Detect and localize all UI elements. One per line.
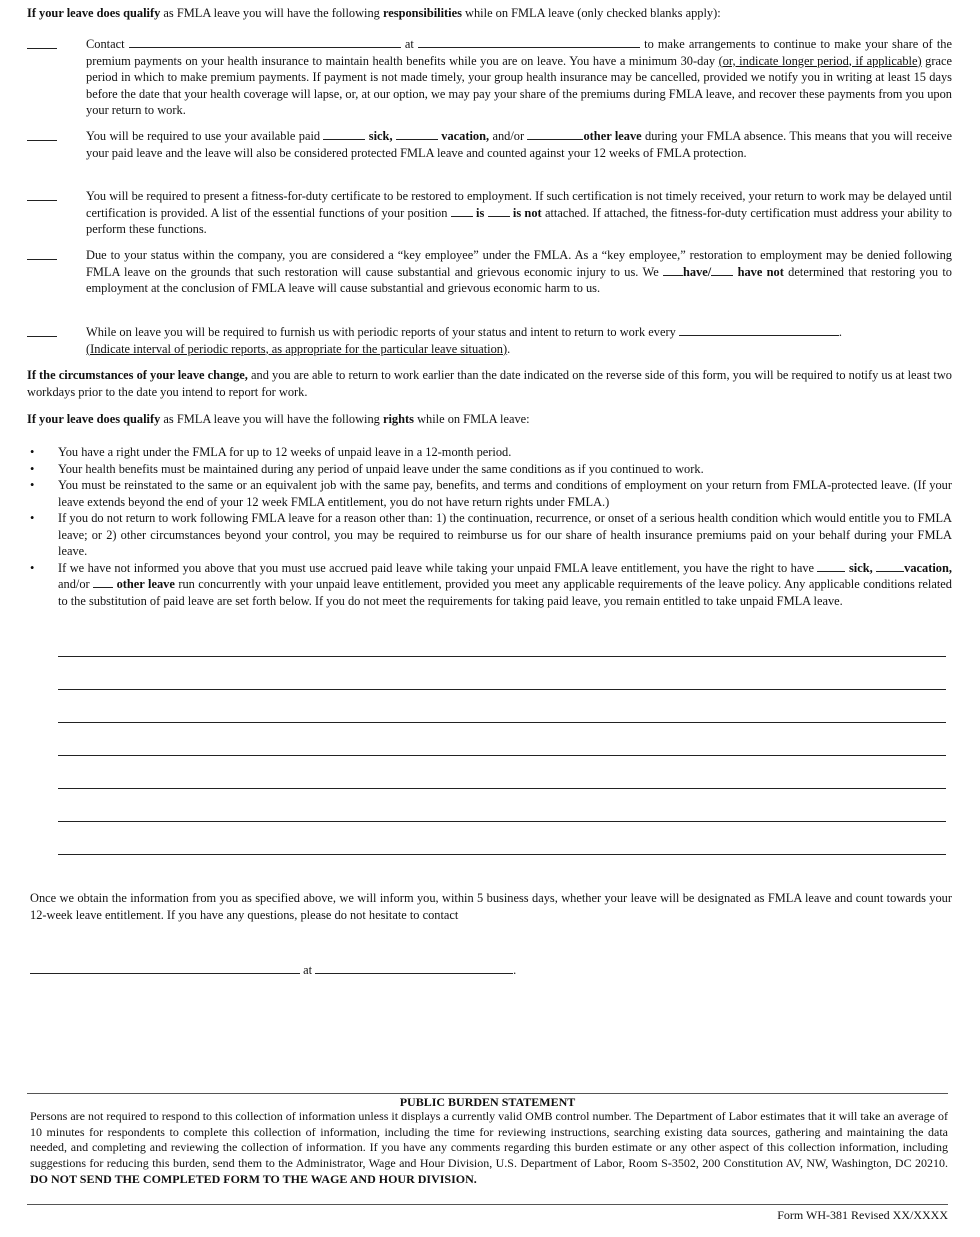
bullet-icon: • [30, 445, 35, 459]
responsibility-item-key-employee [27, 247, 952, 297]
divider [27, 1093, 948, 1094]
and-or: and/or [489, 129, 528, 143]
item-text-part: determined that restoring you to employment at the conclusion of FMLA leave will cause substantial and grievous economic harm to us. [86, 264, 952, 295]
divider [27, 1204, 948, 1205]
check-blank[interactable] [27, 48, 57, 49]
contact-label: Contact [86, 37, 125, 51]
is-blank[interactable] [451, 205, 473, 217]
at-label: at [404, 37, 414, 51]
intro-tail: while on FMLA leave (only checked blanks apply): [461, 6, 721, 20]
bullet-text: You must be reinstated to the same or an equivalent job with the same pay, benefits, and terms and conditions of employment on your return from FMLA-protected leave. (If your leave extends beyond the end of your 12 week FMLA entitlement, you do not have return rights under FMLA.) [58, 478, 952, 509]
have-not-blank[interactable] [711, 264, 733, 276]
bullet-icon: • [30, 511, 35, 525]
responsibility-item-periodic-reports [27, 324, 952, 357]
check-blank[interactable] [27, 259, 57, 260]
item-text [86, 188, 952, 238]
responsibilities-intro [27, 5, 952, 22]
burden-warning: DO NOT SEND THE COMPLETED FORM TO THE WAGE AND HOUR DIVISION. [30, 1171, 477, 1186]
check-blank[interactable] [27, 140, 57, 141]
vacation-blank[interactable] [396, 128, 438, 140]
item-text-part: to make arrangements to continue to make your share of the premium payments on your health insurance to maintain health benefits while you are on leave. You have a minimum 30-day [86, 37, 952, 68]
item-text: While on leave you will be required to furnish us with periodic reports of your status and intent to return to work every . (Indicate interval of periodic reports, as appropriate for the particular leave situation). [86, 325, 842, 356]
form-number: Form WH-381 Revised XX/XXXX [777, 1208, 948, 1222]
other-leave-label: other leave [116, 577, 175, 591]
contact-line: at . [30, 962, 516, 979]
intro-tail: while on FMLA leave: [413, 412, 530, 426]
other-leave-blank[interactable] [93, 576, 113, 588]
list-item [27, 444, 952, 461]
intro-mid: as FMLA leave you will have the following [160, 412, 383, 426]
circumstances-change-text [27, 367, 952, 400]
other-leave-label: other leave [583, 129, 642, 143]
contact-phone-blank[interactable] [315, 962, 513, 974]
bullet-icon: • [30, 560, 35, 575]
bullet-text: You have a right under the FMLA for up to 12 weeks of unpaid leave in a 12-month period. [58, 445, 512, 459]
conditions-writing-line[interactable] [58, 722, 946, 723]
conditions-writing-line[interactable] [58, 689, 946, 690]
item-text-underlined: (Indicate interval of periodic reports, as appropriate for the particular leave situation) [86, 341, 508, 356]
burden-statement [30, 1109, 948, 1188]
have-label: have/ [683, 264, 712, 279]
bullet-icon: • [30, 461, 35, 476]
contact-name-blank[interactable] [30, 962, 300, 974]
rights-list [27, 444, 952, 609]
item-text [86, 128, 952, 161]
intro-lead: If your leave does qualify [27, 412, 161, 426]
rights-intro [27, 411, 952, 428]
conditions-writing-line[interactable] [58, 788, 946, 789]
check-blank[interactable] [27, 200, 57, 201]
sick-blank[interactable] [323, 128, 365, 140]
conditions-writing-line[interactable] [58, 821, 946, 822]
have-blank[interactable] [663, 264, 683, 276]
intro-bold: rights [382, 412, 414, 426]
at-label: at [303, 963, 313, 977]
item-text-part: You will be required to present a fitness-for-duty certificate to be restored to employment. If such certification is not timely received, your return to work may be delayed until certification is provided. A list of the essential functions of your position [86, 189, 952, 220]
list-item [27, 477, 952, 510]
bullet-text: run concurrently with your unpaid leave entitlement, provided you meet any applicable requirements of the leave policy. Any applicable conditions related to the substitution of paid leave are set forth below. If you do not meet the requirements for taking paid leave, you remain entitled to take unpaid FMLA leave. [58, 577, 952, 608]
responsibility-item-premiums [27, 36, 952, 119]
bullet-icon: • [30, 478, 35, 492]
responsibility-item-fitness-for-duty [27, 188, 952, 238]
sick-label: sick, [368, 129, 393, 143]
bullet-text: Your health benefits must be maintained during any period of unpaid leave under the same conditions as if you continued to work. [58, 461, 704, 476]
contact-name-blank[interactable] [129, 36, 401, 48]
item-text-part: attached. If attached, the fitness-for-duty certification must address your ability to perform these functions. [86, 205, 952, 236]
burden-text: Persons are not required to respond to this collection of information unless it displays a currently valid OMB control number. The Department of Labor estimates that it will take an average of 10 minutes for respondents to complete this collection of information, including the time for reviewing instructions, searching existing data sources, gathering and maintaining the data needed, and completing and reviewing the collection of information. If you have any comments regarding this burden estimate or any other aspect of this collection information, including suggestions for reducing this burden, send them to the Administrator, Wage and Hour Division, U.S. Department of Labor, Room S-3502, 200 Constitution AV, NW, Washington, DC 20210. [30, 1109, 948, 1171]
intro-bold: responsibilities [382, 6, 462, 20]
list-item [27, 461, 952, 478]
item-text [86, 36, 952, 119]
circumstances-bold: If the circumstances of your leave change, [27, 368, 248, 382]
bullet-text: If you do not return to work following FMLA leave for a reason other than: 1) the continuation, recurrence, or onset of a serious health condition which would entitle you to FMLA leave; or 2) other circumstances beyond your control, you may be required to reimburse us for our share of health insurance premiums paid on your behalf during your FMLA leave. [58, 511, 952, 558]
is-not-blank[interactable] [488, 205, 510, 217]
check-blank[interactable] [27, 336, 57, 337]
conditions-writing-line[interactable] [58, 656, 946, 657]
conditions-writing-line[interactable] [58, 755, 946, 756]
other-leave-blank[interactable] [527, 128, 583, 140]
list-item [27, 560, 952, 610]
burden-title: PUBLIC BURDEN STATEMENT [399, 1095, 576, 1109]
vacation-blank[interactable] [876, 560, 904, 572]
contact-phone-blank[interactable] [418, 36, 640, 48]
item-text-part: While on leave you will be required to furnish us with periodic reports of your status and intent to return to work every [86, 325, 679, 339]
item-text-underlined: (or, indicate longer period, if applicable) [718, 53, 922, 68]
sick-label: sick, [848, 560, 873, 575]
intro-lead: If your leave does qualify [27, 6, 161, 20]
vacation-label: vacation, [904, 560, 952, 575]
responsibility-item-paid-leave [27, 128, 952, 161]
intro-mid: as FMLA leave you will have the following [160, 6, 383, 20]
have-not-label: have not [737, 264, 784, 279]
item-text-part: during your FMLA absence. This means that you will receive your paid leave and the leave will also be considered protected FMLA leave and counted against your 12 weeks of FMLA protection. [86, 129, 952, 160]
item-text-part: grace period in which to make premium payments. If payment is not made timely, your group health insurance may be cancelled, provided we notify you in writing at least 15 days before the date that your health coverage will lapse, or, at our option, we may pay your share of the premiums during FMLA leave, and recover these payments from you upon your return to work. [86, 53, 952, 117]
item-text [86, 247, 952, 297]
is-not-label: is not [512, 205, 542, 220]
circumstances-body: and you are able to return to work earlier than the date indicated on the reverse side of this form, you will be required to notify us at least two workdays prior to the date you intend to report for work. [27, 368, 952, 399]
report-interval-blank[interactable] [679, 324, 839, 336]
bullet-text: If we have not informed you above that you must use accrued paid leave while taking your unpaid FMLA leave entitlement, you have the right to have [58, 560, 818, 575]
conditions-writing-line[interactable] [58, 854, 946, 855]
item-text-part: Due to your status within the company, you are considered a “key employee” under the FMLA. As a “key employee,” restoration to employment may be denied following FMLA leave on the grounds that such restoration will cause substantial and grievous economic injury to us. We [86, 248, 952, 279]
sick-blank[interactable] [817, 560, 845, 572]
item-text-part: You will be required to use your available paid [86, 129, 324, 143]
is-label: is [476, 205, 485, 220]
vacation-label: vacation, [441, 129, 490, 143]
and-or: and/or [58, 577, 94, 591]
closing-text: Once we obtain the information from you as specified above, we will inform you, within 5 business days, whether your leave will be designated as FMLA leave and count towards your 12-week leave entitlement. If you have any questions, please do not hesitate to contact [30, 891, 952, 922]
list-item [27, 510, 952, 560]
